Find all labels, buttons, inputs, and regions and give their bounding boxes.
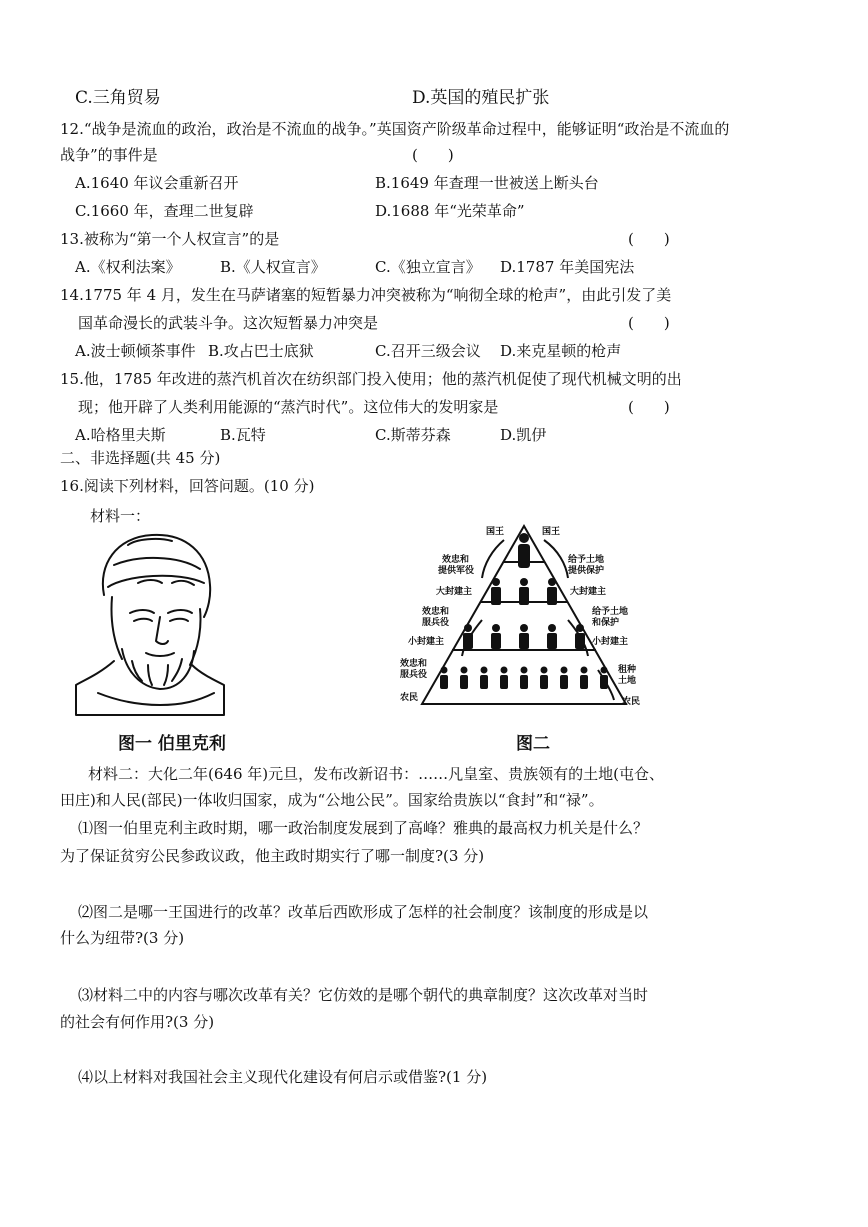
q12-option-c: C.1660 年，查理二世复辟 xyxy=(75,202,254,220)
q14-answer-bracket: ( ) xyxy=(628,314,670,332)
q15-stem-line1: 15.他，1785 年改进的蒸汽机首次在纺织部门投入使用；他的蒸汽机促使了现代机械文明的出 xyxy=(60,370,682,388)
material2-line2: 田庄)和人民(部民)一体收归国家，成为“公地公民”。国家给贵族以“食封”和“禄”。 xyxy=(60,791,604,809)
material2-line1: 材料二：大化二年(646 年)元旦，发布改新诏书：……凡皇室、贵族领有的土地(屯仓、 xyxy=(88,765,664,783)
fig2-label-loyal-1b: 提供军役 xyxy=(438,566,475,576)
q15-option-a: A.哈格里夫斯 xyxy=(75,426,166,444)
fig2-label-big-lord-left: 大封建主 xyxy=(436,587,473,597)
fig2-label-small-lord-left: 小封建主 xyxy=(408,637,445,647)
q16-sub1-line1: ⑴图一伯里克利主政时期，哪一政治制度发展到了高峰？雅典的最高权力机关是什么？ xyxy=(78,819,649,837)
q16-sub4-line1: ⑷以上材料对我国社会主义现代化建设有何启示或借鉴?(1 分) xyxy=(78,1068,488,1086)
fig2-label-loyal-3: 效忠和 xyxy=(400,659,428,669)
fig2-label-king-right: 国王 xyxy=(542,527,561,537)
q13-option-c: C.《独立宣言》 xyxy=(375,258,481,276)
pericles-bust-illustration xyxy=(68,525,228,720)
q16-stem: 16.阅读下列材料，回答问题。(10 分) xyxy=(60,477,315,495)
q16-sub2-line2: 什么为纽带?(3 分) xyxy=(60,929,185,947)
feudal-hierarchy-pyramid xyxy=(392,520,657,725)
q12-option-d: D.1688 年“光荣革命” xyxy=(375,202,525,220)
section2-title: 二、非选择题(共 45 分) xyxy=(60,449,221,467)
q12-stem-line2: 战争”的事件是 xyxy=(60,146,158,164)
q16-sub2-line1: ⑵图二是哪一王国进行的改革？改革后西欧形成了怎样的社会制度？该制度的形成是以 xyxy=(78,903,649,921)
q16-sub3-line1: ⑶材料二中的内容与哪次改革有关？它仿效的是哪个朝代的典章制度？这次改革对当时 xyxy=(78,986,649,1004)
fig2-label-give-land-2b: 和保护 xyxy=(592,618,620,628)
fig2-label-give-land-1b: 提供保护 xyxy=(568,566,605,576)
q13-stem: 13.被称为“第一个人权宣言”的是 xyxy=(60,230,280,248)
q12-option-a: A.1640 年议会重新召开 xyxy=(75,174,239,192)
q15-answer-bracket: ( ) xyxy=(628,398,670,416)
q14-stem-line1: 14.1775 年 4 月，发生在马萨诸塞的短暂暴力冲突被称为“响彻全球的枪声”，由此引发了美 xyxy=(60,286,672,304)
fig1-caption: 图一 伯里克利 xyxy=(118,734,226,754)
q13-option-a: A.《权利法案》 xyxy=(75,258,181,276)
q13-option-b: B.《人权宣言》 xyxy=(220,258,326,276)
fig2-label-loyal-1: 效忠和 xyxy=(442,555,470,565)
q11-option-c: C.三角贸易 xyxy=(75,88,161,108)
fig2-label-loyal-2b: 服兵役 xyxy=(422,618,450,628)
fig2-label-rent-land: 租种 xyxy=(618,665,637,675)
q14-option-b: B.攻占巴士底狱 xyxy=(208,342,314,360)
q14-stem-line2: 国革命漫长的武装斗争。这次短暂暴力冲突是 xyxy=(78,314,379,332)
fig2-label-loyal-3b: 服兵役 xyxy=(400,670,428,680)
q13-answer-bracket: ( ) xyxy=(628,230,670,248)
fig2-label-king-left: 国王 xyxy=(486,527,505,537)
fig2-label-give-land-2: 给予土地 xyxy=(592,607,629,617)
q15-option-b: B.瓦特 xyxy=(220,426,266,444)
fig2-label-rent-land-b: 土地 xyxy=(618,676,637,686)
fig2-label-peasant-right: 农民 xyxy=(622,697,641,707)
q11-option-d: D.英国的殖民扩张 xyxy=(412,88,550,108)
fig2-label-big-lord-right: 大封建主 xyxy=(570,587,607,597)
q15-option-d: D.凯伊 xyxy=(500,426,547,444)
q14-option-a: A.波士顿倾茶事件 xyxy=(75,342,196,360)
q14-option-d: D.来克星顿的枪声 xyxy=(500,342,622,360)
fig2-caption: 图二 xyxy=(516,734,550,754)
q13-option-d: D.1787 年美国宪法 xyxy=(500,258,635,276)
q12-stem-line1: 12.“战争是流血的政治，政治是不流血的战争。”英国资产阶级革命过程中，能够证明“政治是不流血的 xyxy=(60,120,730,138)
fig2-label-loyal-2: 效忠和 xyxy=(422,607,450,617)
q16-sub3-line2: 的社会有何作用?(3 分) xyxy=(60,1013,215,1031)
fig2-label-peasant-left: 农民 xyxy=(400,693,419,703)
q12-option-b: B.1649 年查理一世被送上断头台 xyxy=(375,174,599,192)
q14-option-c: C.召开三级会议 xyxy=(375,342,481,360)
q16-sub1-line2: 为了保证贫穷公民参政议政，他主政时期实行了哪一制度?(3 分) xyxy=(60,847,485,865)
fig2-label-give-land-1: 给予土地 xyxy=(568,555,605,565)
fig2-label-small-lord-right: 小封建主 xyxy=(592,637,629,647)
q15-option-c: C.斯蒂芬森 xyxy=(375,426,451,444)
q12-answer-bracket: ( ) xyxy=(412,146,454,164)
q15-stem-line2: 现；他开辟了人类利用能源的“蒸汽时代”。这位伟大的发明家是 xyxy=(78,398,499,416)
material1-label: 材料一： xyxy=(90,507,151,525)
